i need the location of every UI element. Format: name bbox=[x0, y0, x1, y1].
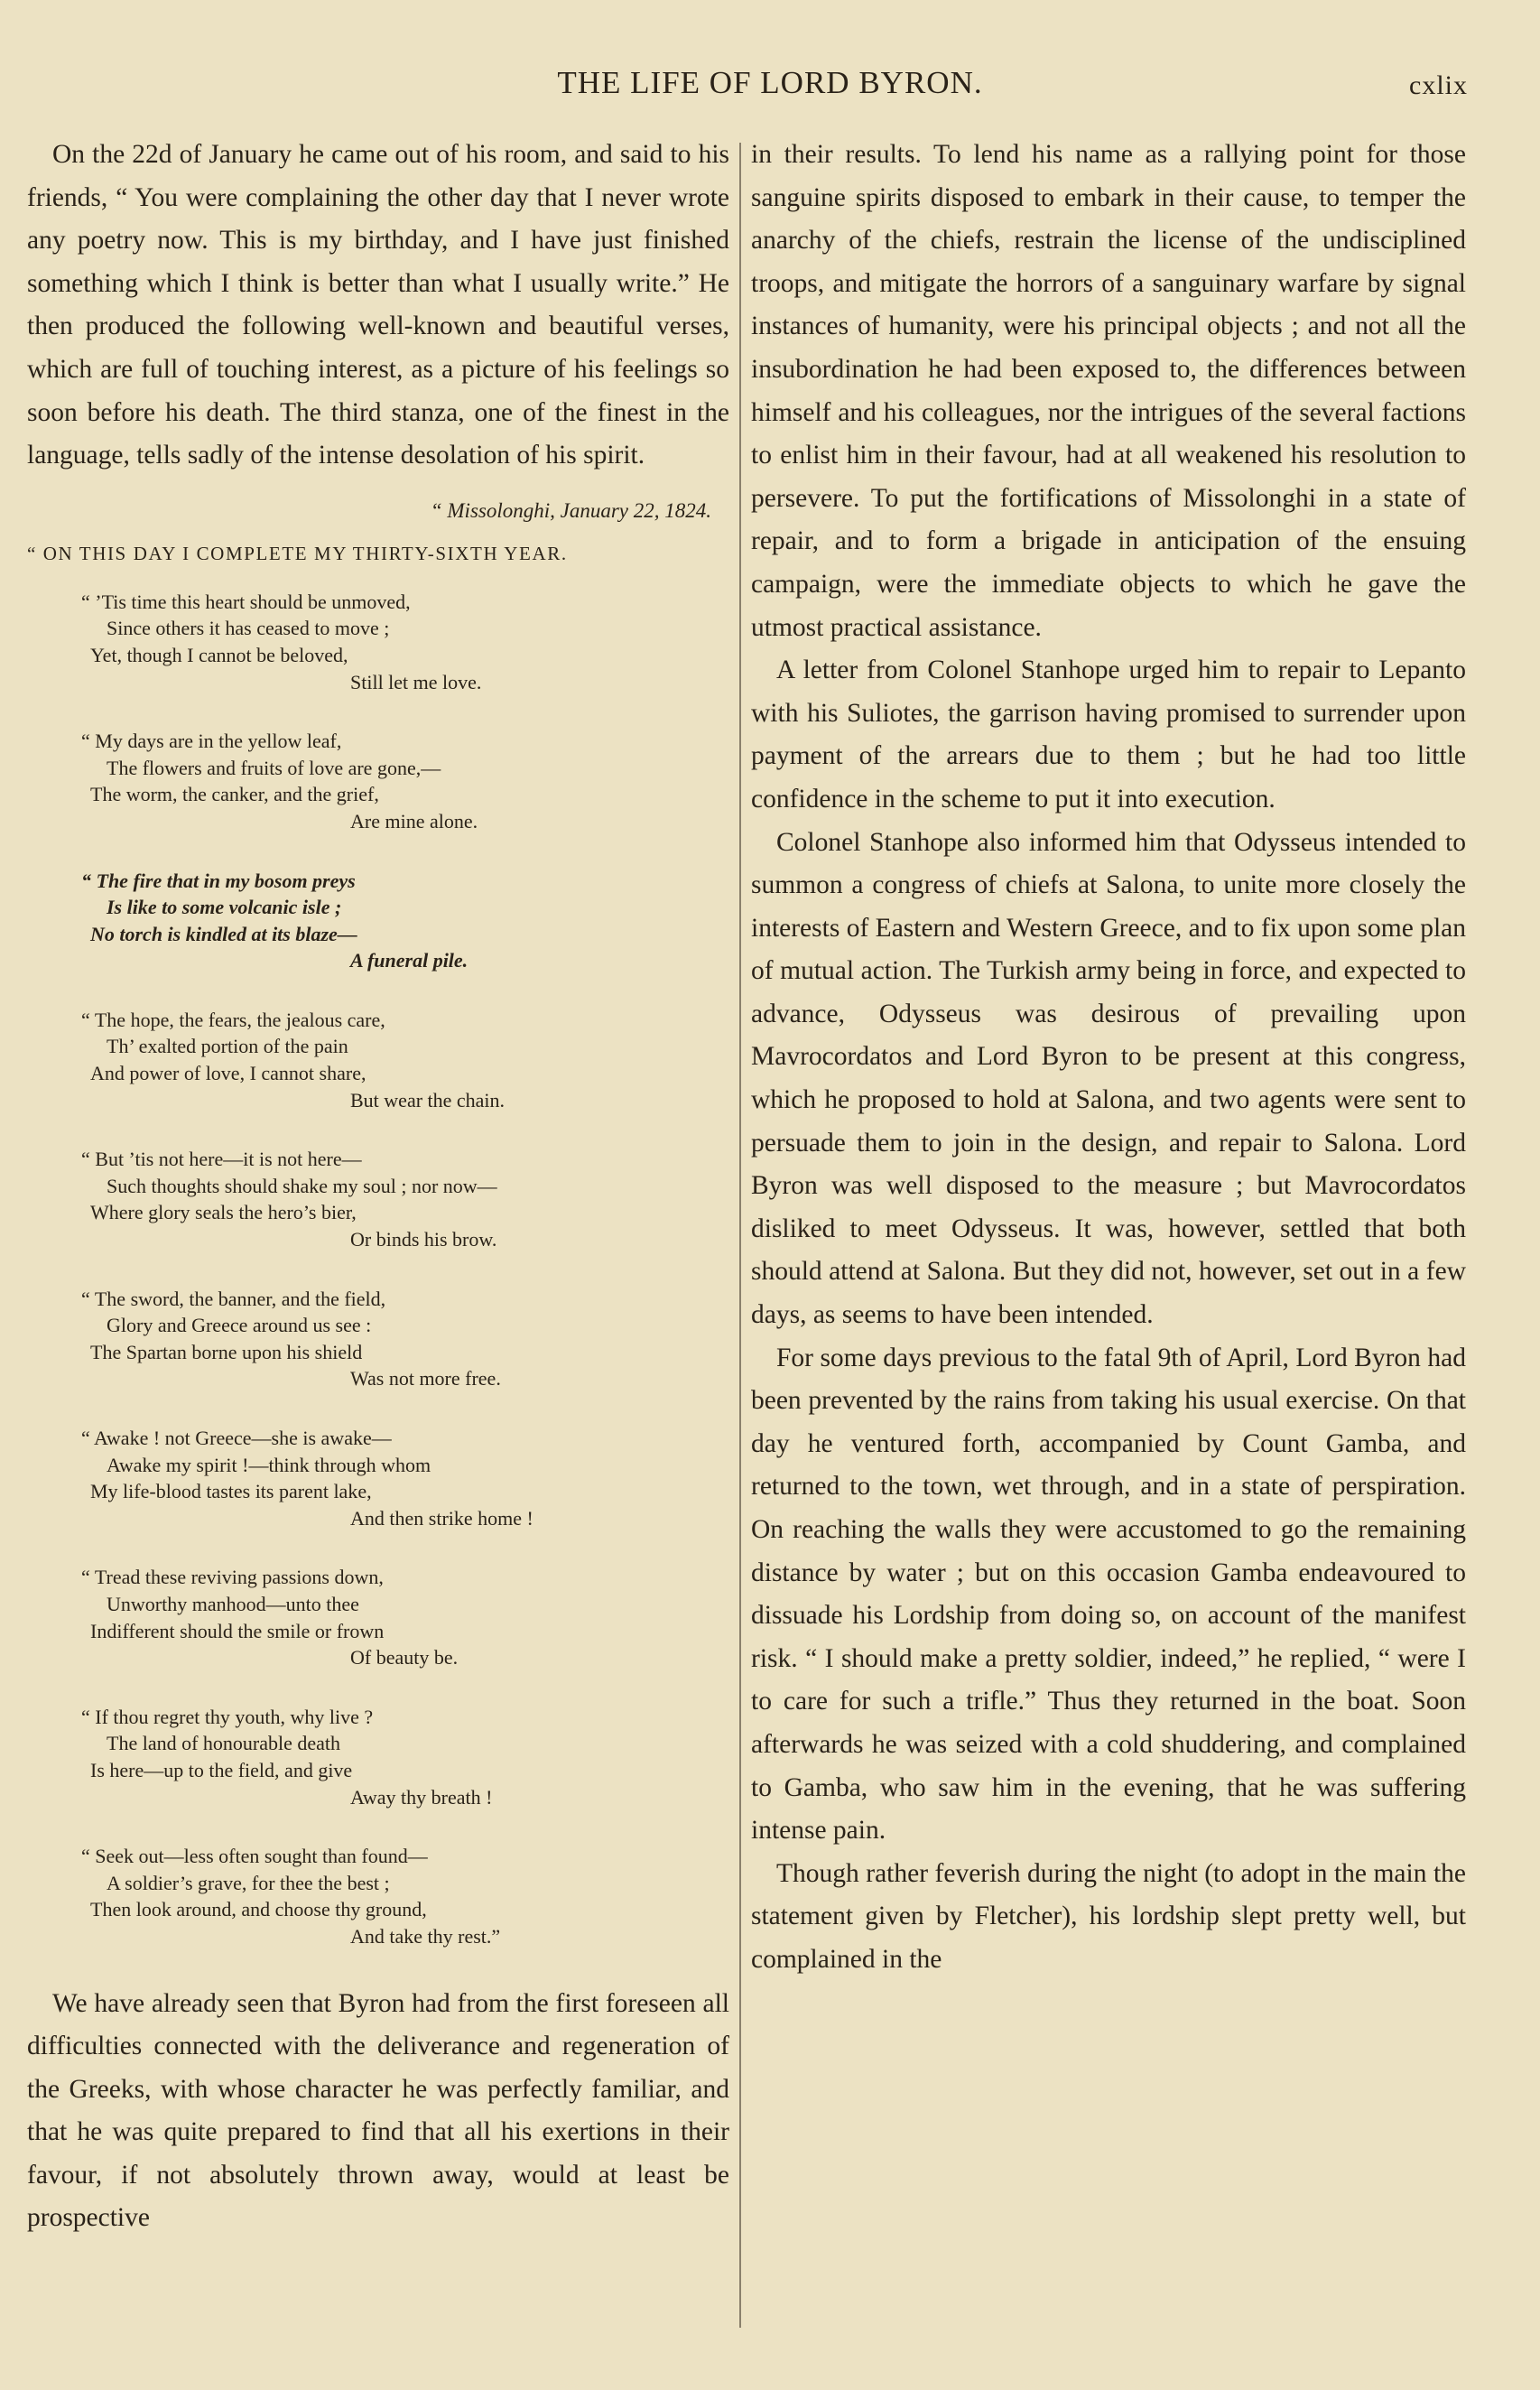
body-paragraph: Though rather feverish during the night (to adopt in the main the statement given by Fletcher), his lordship slept pretty well, but complained in the bbox=[751, 1858, 1466, 1974]
poem-line: Th’ exalted portion of the pain bbox=[107, 1035, 348, 1058]
poem-line: “ Seek out—less often sought than found— bbox=[81, 1845, 428, 1868]
poem-line: “ But ’tis not here—it is not here— bbox=[81, 1148, 362, 1171]
body-paragraph: in their results. To lend his name as a rallying point for those sanguine spirits disposed to embark in their cause, to temper the anarchy of the chiefs, restrain the license of the undisciplined troops, and mitigate the horrors of a sanguinary warfare by signal instances of humanity, were his principal objects ; and not all the insubordination he had been exposed to, the differences between himself and his colleagues, nor the intrigues of the several factions to enlist him in their favour, had at all weakened his resolution to persevere. To put the fortifications of Missolonghi in a state of repair, and to form a brigade in anticipation of the ensuing campaign, were the immediate objects to which he gave the utmost practical assistance. bbox=[751, 140, 1466, 642]
poem-line: And then strike home ! bbox=[350, 1506, 533, 1530]
poem-line: Still let me love. bbox=[350, 670, 482, 693]
poem-line: “ If thou regret thy youth, why live ? bbox=[81, 1705, 374, 1728]
poem-line: Of beauty be. bbox=[350, 1646, 459, 1669]
poem-line: The worm, the canker, and the grief, bbox=[90, 783, 379, 806]
poem-title: “ ON THIS DAY I COMPLETE MY THIRTY-SIXTH YEAR. bbox=[27, 542, 568, 564]
poem-line: The Spartan borne upon his shield bbox=[90, 1340, 363, 1363]
body-paragraph: A letter from Colonel Stanhope urged him to repair to Lepanto with his Suliotes, the garrison having promised to surrender upon payment of the arrears due to them ; but he had too little confidence in the scheme to put it into execution. bbox=[751, 656, 1466, 814]
page-number: cxlix bbox=[1409, 70, 1468, 100]
poem-line: A soldier’s grave, for thee the best ; bbox=[107, 1871, 390, 1894]
poem-line: “ My days are in the yellow leaf, bbox=[81, 730, 342, 753]
poem-line: Is like to some volcanic isle ; bbox=[107, 896, 342, 919]
poem-line: Where glory seals the hero’s bier, bbox=[90, 1201, 357, 1224]
poem-line: The flowers and fruits of love are gone,— bbox=[107, 756, 441, 779]
poem-line: “ The sword, the banner, and the field, bbox=[81, 1287, 386, 1310]
poem-stanza bbox=[81, 1425, 729, 1531]
poem-line: “ Awake ! not Greece—she is awake— bbox=[81, 1427, 392, 1449]
closing-paragraph: We have already seen that Byron had from the first foreseen all difficulties connected with the deliverance and regeneration of the Greeks, with whose character he was perfectly familiar, and that he was quite prepared to find that all his exertions in their favour, if not absolutely thrown away, would at least be prospective bbox=[27, 1988, 729, 2233]
poem-stanza bbox=[81, 1843, 729, 1949]
poem-dateline: “ Missolonghi, January 22, 1824. bbox=[430, 498, 711, 522]
poem-line: Away thy breath ! bbox=[350, 1785, 493, 1809]
poem-line: Or binds his brow. bbox=[350, 1228, 497, 1251]
poem-line: A funeral pile. bbox=[350, 949, 468, 972]
poem-stanza bbox=[81, 1007, 729, 1113]
poem-line: Was not more free. bbox=[350, 1367, 501, 1390]
poem-line: “ The hope, the fears, the jealous care, bbox=[81, 1008, 385, 1031]
poem-stanza bbox=[81, 728, 729, 834]
poem-line: Yet, though I cannot be beloved, bbox=[90, 643, 348, 666]
poem-stanza bbox=[81, 1564, 729, 1670]
column-divider bbox=[739, 143, 741, 2328]
intro-paragraph: On the 22d of January he came out of his room, and said to his friends, “ You were complaining the other day that I never wrote any poetry now. This is my birthday, and I have just finished something which I think is better than what I usually write.” He then produced the following well-known and beautiful verses, which are full of touching interest, as a picture of his feelings so soon before his death. The third stanza, one of the finest in the language, tells sadly of the intense desolation of his spirit. bbox=[27, 140, 729, 470]
poem-line: “ Tread these reviving passions down, bbox=[81, 1566, 384, 1589]
poem-line: No torch is kindled at its blaze— bbox=[90, 922, 357, 945]
poem-line: Such thoughts should shake my soul ; nor now— bbox=[107, 1174, 497, 1197]
poem-line: Are mine alone. bbox=[350, 809, 478, 832]
poem-stanza bbox=[81, 1704, 729, 1810]
poem-stanza bbox=[81, 1286, 729, 1392]
poem-stanza bbox=[81, 589, 729, 695]
poem-line: “ ’Tis time this heart should be unmoved, bbox=[81, 590, 411, 613]
poem-line: “ The fire that in my bosom preys bbox=[81, 869, 356, 892]
poem-line: Unworthy manhood—unto thee bbox=[107, 1592, 359, 1615]
poem-line: Is here—up to the field, and give bbox=[90, 1758, 353, 1781]
poem-line: Then look around, and choose thy ground, bbox=[90, 1898, 427, 1921]
right-column bbox=[751, 134, 1466, 1982]
left-column bbox=[27, 134, 729, 2240]
poem-line: But wear the chain. bbox=[350, 1088, 506, 1111]
poem-stanza bbox=[81, 868, 729, 974]
body-paragraph: Colonel Stanhope also informed him that Odysseus intended to summon a congress of chiefs at Salona, to unite more closely the interests of Eastern and Western Greece, and to fix upon some plan of mutual action. The Turkish army being in force, and expected to advance, Odysseus was desirous of prevailing upon Mavrocordatos and Lord Byron to be present at this congress, which he proposed to hold at Salona, and two agents were sent to persuade them to join in the design, and repair to Salona. Lord Byron was well disposed to the measure ; but Mavrocordatos disliked to meet Odysseus. It was, however, settled that both should attend at Salona. But they did not, however, set out in a few days, as seems to have been intended. bbox=[751, 827, 1466, 1330]
poem-line: Awake my spirit !—think through whom bbox=[107, 1453, 431, 1476]
body-paragraph: For some days previous to the fatal 9th of April, Lord Byron had been prevented by the rains from taking his usual exercise. On that day he ventured forth, accompanied by Count Gamba, and returned to the town, wet through, and in a state of perspiration. On reaching the walls they were accustomed to go the remaining distance by water ; but on this occasion Gamba endeavoured to dissuade his Lordship from doing so, on account of the manifest risk. “ I should make a pretty soldier, indeed,” he replied, “ were I to care for such a trifle.” Thus they returned in the boat. Soon afterwards he was seized with a cold shuddering, and complained to Gamba, who saw him in the evening, that he was suffering intense pain. bbox=[751, 1343, 1466, 1846]
poem-line: And take thy rest.” bbox=[350, 1924, 501, 1948]
poem-line: Glory and Greece around us see : bbox=[107, 1314, 372, 1337]
poem-stanza bbox=[81, 1146, 729, 1252]
poem-line: Indifferent should the smile or frown bbox=[90, 1619, 385, 1642]
poem-line: And power of love, I cannot share, bbox=[90, 1062, 366, 1085]
poem-line: My life-blood tastes its parent lake, bbox=[90, 1480, 372, 1503]
running-title: THE LIFE OF LORD BYRON. bbox=[557, 65, 983, 100]
page-header bbox=[0, 65, 1540, 119]
poem-line: The land of honourable death bbox=[107, 1732, 341, 1755]
poem-line: Since others it has ceased to move ; bbox=[107, 617, 390, 640]
